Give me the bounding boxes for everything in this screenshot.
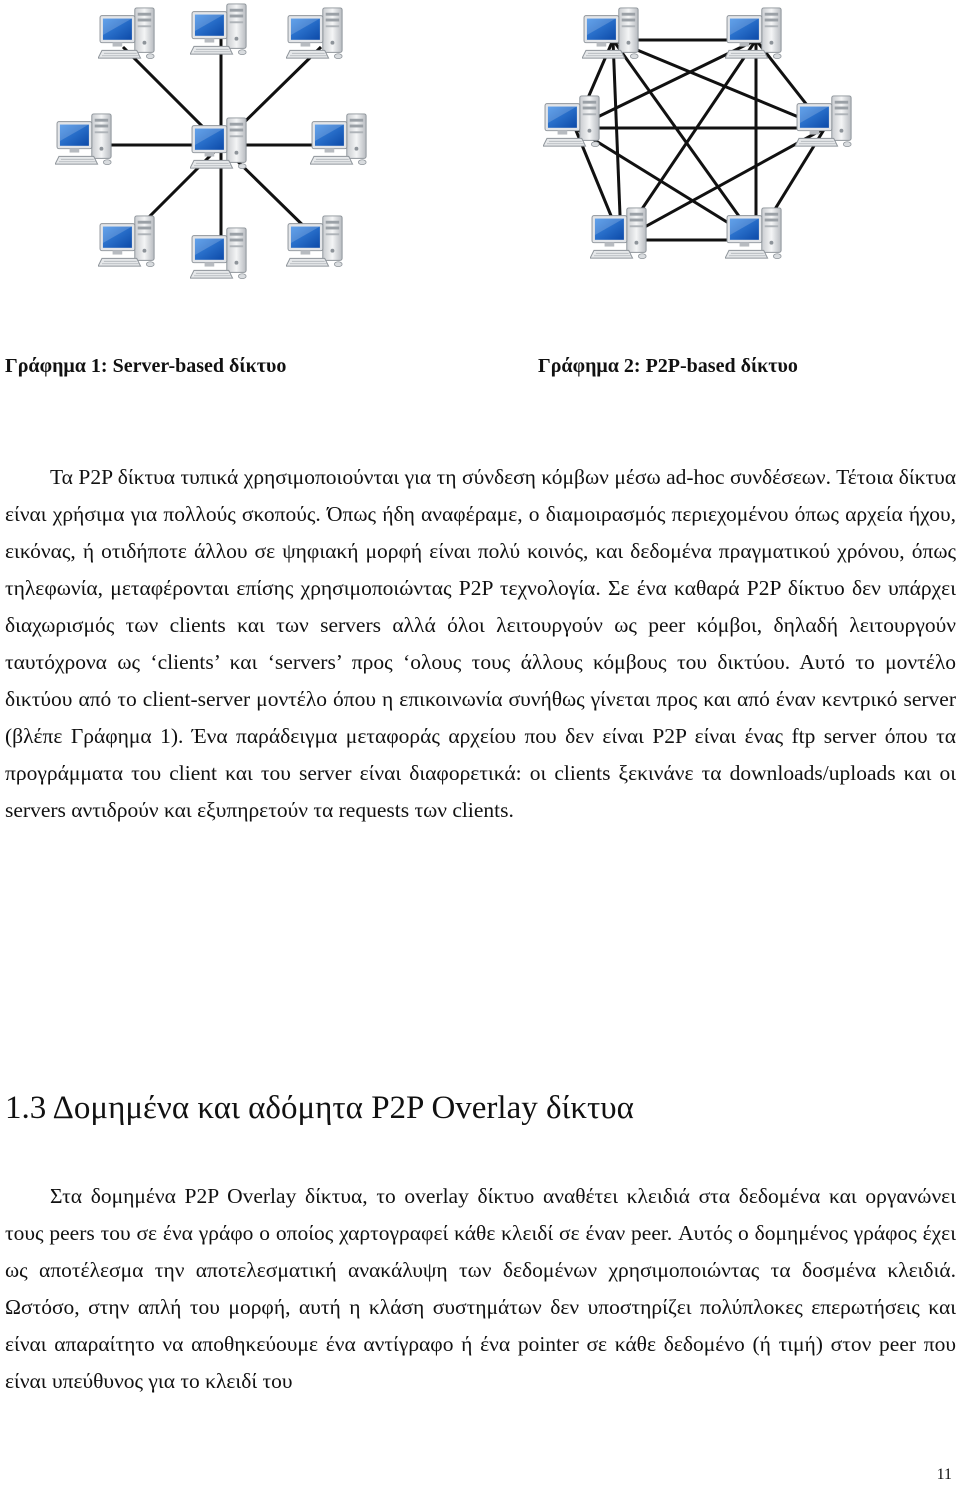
computer-icon [98,216,154,267]
p2p-link-line [613,40,621,240]
server-computer-icon [190,118,246,169]
computer-icon [795,96,851,147]
computer-icon [286,216,342,267]
section-heading: 1.3 Δομημένα και αδόμητα P2P Overlay δίκτυα [5,1090,634,1126]
computer-icon [190,228,246,279]
server-based-network-diagram [40,0,370,290]
computer-icon [310,114,366,165]
figure-1-caption: Γράφημα 1: Server-based δίκτυο [5,355,287,377]
computer-icon [55,114,111,165]
computer-icon [543,96,599,147]
computer-icon [190,4,246,55]
p2p-link-line [621,128,825,240]
page-number: 11 [936,1466,952,1483]
body-paragraph-2 [5,1178,956,1400]
computer-icon [725,8,781,59]
p2p-network-diagram [535,0,865,290]
computer-icon [590,208,646,259]
paragraph-1-text: Τα P2P δίκτυα τυπικά χρησιμοποιούνται για τη σύνδεση κόμβων μέσω ad-hoc συνδέσεων. Τέτοια δίκτυα είναι χρήσιμα για πολλούς σκοπούς. Όπως ήδη αναφέραμε, ο διαμοιρασμός περιεχομένου όπως αρχεία ήχου, εικόνας, ή οτιδήποτε άλλου σε ψηφιακή μορφή είναι πολύ κοινός, και δεδομένα πραγματικού χρόνου, όπως τηλεφωνία, μεταφέρονται επίσης χρησιμοποιώντας P2P τεχνολογία. Σε ένα καθαρά P2P δίκτυο δεν υπάρχει διαχωρισμός των clients και των servers αλλά όλοι λειτουργούν ως peer κόμβοι, δηλαδή λειτουργούν ταυτόχρονα ως ‘clients’ και ‘servers’ προς ‘ολους τους άλλους κόμβους του δικτύου. Αυτό το μοντέλο δικτύου από το client-server μοντέλο όπου η επικοινωνία συνήθως γίνεται προς και από έναν κεντρικό server (βλέπε Γράφημα 1). Ένα παράδειγμα μεταφοράς αρχείου που δεν είναι P2P είναι ένας ftp server όπου τα προγράμματα του client και του server είναι διαφορετικά: οι clients ξεκινάνε τα downloads/uploads και οι servers αντιδρούν και εξυπηρετούν τα requests των clients. [5,465,956,822]
paragraph-2-text: Στα δομημένα P2P Overlay δίκτυα, το overlay δίκτυο αναθέτει κλειδιά στα δεδομένα και οργανώνει τους peers του σε ένα γράφο ο οποίος χαρτογραφεί κάθε κλειδί σε έναν peer. Αυτός ο δομημένος γράφος έχει ως αποτέλεσμα την αποτελεσματική ανακάλυψη των δεδομένων χρησιμοποιώντας τα δοσμένα κλειδιά. Ωστόσο, στην απλή του μορφή, αυτή η κλάση συστημάτων δεν υποστηρίζει πολύπλοκες επερωτήσεις και είναι απαραίτητο να αποθηκεύουμε ένα αντίγραφο ή ένα pointer σε κάθε δεδομένο (ή τιμή) στον peer που είναι υπεύθυνος για το κλειδί του [5,1184,956,1393]
computer-icon [286,8,342,59]
computer-icon [582,8,638,59]
figure-2-caption: Γράφημα 2: P2P-based δίκτυο [538,355,798,377]
computer-icon [725,208,781,259]
computer-icon [98,8,154,59]
body-paragraph-1 [5,459,956,829]
